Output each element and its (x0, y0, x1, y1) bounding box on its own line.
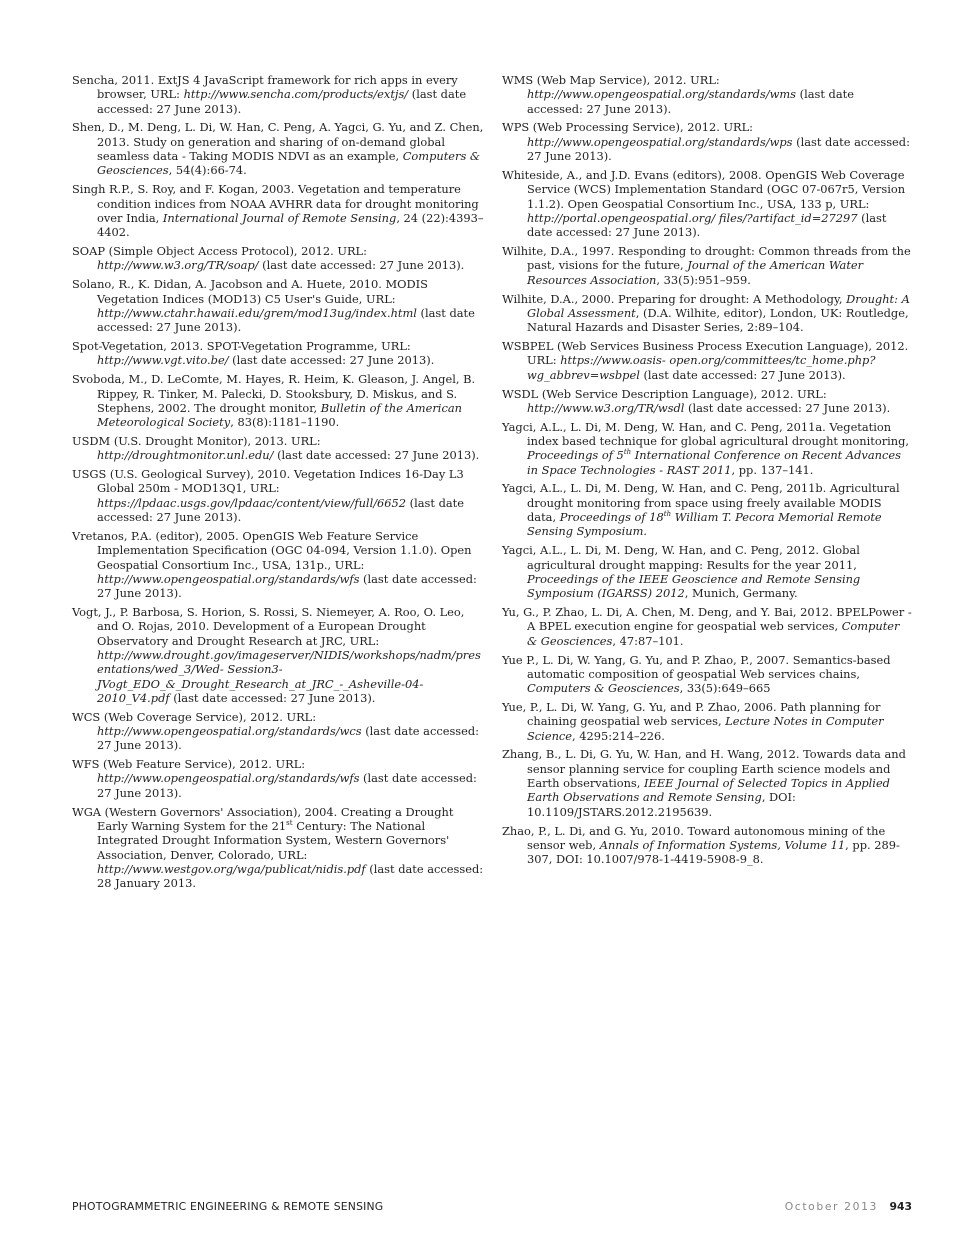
reference-text: , pp. 137–141. (731, 462, 814, 477)
reference-entry (72, 277, 484, 334)
reference-italic-text: Proceedings of 18 (559, 510, 664, 525)
reference-entry (502, 120, 912, 163)
reference-text: (last date accessed: 27 June 2013). (639, 367, 846, 382)
reference-italic-text: http://www.sencha.com/products/extjs/ (183, 87, 409, 102)
reference-entry (502, 653, 912, 696)
reference-text: WFS (Web Feature Service), 2012. URL: (72, 757, 306, 772)
reference-text: (last date accessed: 27 June 2013). (684, 400, 891, 415)
reference-superscript: th (623, 448, 632, 457)
reference-italic-text: IEEE Journal of Selected Topics in Applied Earth Observations and Remote Sensing (527, 776, 890, 805)
reference-text: Wilhite, D.A., 1997. Responding to drought: Common threads from the past, visions for the future, (502, 244, 911, 273)
reference-entry (72, 805, 484, 891)
reference-italic-text: https://www.oasis- open.org/committees/tc_home.php?wg_abbrev=wsbpel (527, 353, 876, 382)
reference-text: (last date accessed: 27 June 2013). (527, 134, 910, 164)
reference-entry (72, 710, 484, 753)
reference-entry (72, 339, 484, 368)
reference-italic-text: Drought: A Global Assessment (527, 291, 910, 320)
reference-italic-text: http://www.drought.gov/imageserver/NIDIS/workshops/nadm/presentations/wed_3/Wed- Session3-JVogt_EDO_&_Drought_Research_at_JRC_-_Asheville-04-2010_V4.pdf (97, 647, 481, 705)
reference-text: (last date accessed: 27 June 2013). (97, 571, 477, 601)
reference-italic-text: http://www.opengeospatial.org/standards/wps (527, 134, 793, 149)
reference-text: (last date accessed: 27 June 2013). (97, 724, 480, 753)
reference-text: WGA (Western Governors' Association), 2004. Creating a Drought Early Warning System for the 21 (72, 804, 454, 833)
reference-text: (last date accessed: 27 June 2013). (97, 87, 467, 116)
reference-entry (502, 73, 912, 116)
reference-italic-text: Proceedings of 5 (527, 448, 624, 463)
reference-entry (72, 120, 484, 177)
reference-text: (last date accessed: 27 June 2013). (258, 258, 465, 273)
reference-italic-text: Computers & Geosciences (527, 681, 680, 696)
reference-italic-text: Bulletin of the American Meteorological Society (97, 400, 462, 430)
reference-text: , 47:87–101. (612, 633, 684, 648)
reference-italic-text: International Conference on Recent Advances in Space Technologies - RAST 2011 (527, 448, 901, 477)
reference-text: Sencha, 2011. ExtJS 4 JavaScript framework for rich apps in every browser, URL: (72, 73, 458, 102)
reference-italic-text: http://www.opengeospatial.org/standards/wcs (97, 724, 362, 738)
reference-text: (last date accessed: 27 June 2013). (273, 448, 480, 463)
reference-entry (72, 73, 484, 116)
reference-entry (502, 168, 912, 239)
reference-entry (72, 757, 484, 800)
reference-text: (last date accessed: 27 June 2013). (97, 495, 465, 525)
issue-date: October 2013 (784, 1200, 879, 1213)
reference-text: Vretanos, P.A. (editor), 2005. OpenGIS Web Feature Service Implementation Specification (OGC 04-094, Version 1.1.0). Open Geospatial Consortium Inc., USA, 131p., URL: (72, 528, 472, 572)
reference-italic-text: http://www.opengeospatial.org/standards/wfs (97, 771, 360, 786)
reference-superscript: st (286, 819, 293, 828)
reference-entry (502, 339, 912, 382)
reference-entry (72, 529, 484, 600)
reference-text: (last date accessed: 27 June 2013). (228, 353, 435, 368)
references-column-left (72, 73, 484, 895)
reference-text: , 54(4):66-74. (168, 163, 247, 178)
reference-text: SOAP (Simple Object Access Protocol), 2012. URL: (72, 244, 367, 259)
reference-text: WMS (Web Map Service), 2012. URL: (502, 73, 720, 87)
references-column-right (502, 73, 912, 871)
reference-text: , Munich, Germany. (684, 586, 798, 601)
reference-italic-text: Computer & Geosciences (527, 619, 900, 648)
footer-right (785, 1200, 912, 1213)
reference-italic-text: http://droughtmonitor.unl.edu/ (97, 448, 274, 463)
reference-text: Yue, P., L. Di, W. Yang, G. Yu, and P. Zhao, 2006. Path planning for chaining geospatial web services, (502, 700, 881, 729)
journal-name: PHOTOGRAMMETRIC ENGINEERING & REMOTE SENSING (72, 1200, 384, 1213)
reference-italic-text: http://www.vgt.vito.be/ (97, 353, 229, 368)
reference-italic-text: http://www.westgov.org/wga/publicat/nidis.pdf (97, 861, 366, 876)
reference-text: Zhao, P., L. Di, and G. Yu, 2010. Toward autonomous mining of the sensor web, (502, 823, 886, 852)
page-number: 943 (889, 1200, 912, 1213)
reference-text: WSDL (Web Service Description Language), 2012. URL: (502, 386, 827, 401)
reference-entry (502, 824, 912, 867)
reference-text: USGS (U.S. Geological Survey), 2010. Vegetation Indices 16-Day L3 Global 250m - MOD13Q1, URL: (72, 467, 464, 496)
reference-italic-text: http://portal.opengeospatial.org/ files/?artifact_id=27297 (527, 210, 858, 225)
reference-text: Yagci, A.L., L. Di, M. Deng, W. Han, and C. Peng, 2011b. Agricultural drought monitoring from space using freely available MODIS data, (502, 481, 900, 525)
reference-text: USDM (U.S. Drought Monitor), 2013. URL: (72, 433, 321, 448)
reference-text: (last date accessed: 27 June 2013). (527, 87, 854, 116)
reference-entry (72, 182, 484, 239)
reference-italic-text: Computers & Geosciences (97, 149, 481, 178)
reference-italic-text: http://www.w3.org/TR/soap/ (97, 258, 259, 273)
reference-italic-text: International Journal of Remote Sensing (162, 210, 397, 225)
reference-text: Yagci, A.L., L. Di, M. Deng, W. Han, and C. Peng, 2012. Global agricultural drought mapping: Results for the year 2011, (502, 543, 860, 572)
reference-text: , pp. 289-307, DOI: 10.1007/978-1-4419-5908-9_8. (527, 837, 900, 867)
reference-text: Vogt, J., P. Barbosa, S. Horion, S. Rossi, S. Niemeyer, A. Roo, O. Leo, and O. Rojas, 2010. Development of a European Drought Observatory and Drought Research at JRC, URL: (72, 605, 465, 648)
reference-entry (502, 387, 912, 416)
reference-text: , 83(8):1181–1190. (230, 415, 340, 430)
reference-text: , (D.A. Wilhite, editor), London, UK: Routledge, Natural Hazards and Disaster Series, 2:89–104. (527, 305, 909, 335)
reference-text: (last date accessed: 27 June 2013). (527, 210, 887, 240)
reference-entry (502, 244, 912, 287)
reference-text: Wilhite, D.A., 2000. Preparing for drought: A Methodology, (502, 291, 847, 306)
reference-italic-text: https://lpdaac.usgs.gov/lpdaac/content/view/full/6652 (97, 495, 407, 510)
reference-text: Yue P., L. Di, W. Yang, G. Yu, and P. Zhao, P., 2007. Semantics-based automatic composition of geospatial Web services chains, (502, 652, 891, 681)
reference-text: , 4295:214–226. (572, 728, 665, 743)
reference-entry (502, 420, 912, 477)
reference-entry (502, 292, 912, 335)
reference-italic-text: Lecture Notes in Computer Science (527, 714, 884, 743)
reference-italic-text: Annals of Information Systems, Volume 11 (599, 837, 846, 852)
reference-entry (72, 434, 484, 463)
reference-italic-text: Proceedings of the IEEE Geoscience and Remote Sensing Symposium (IGARSS) 2012 (527, 571, 861, 601)
reference-entry (502, 481, 912, 538)
page-footer (72, 1200, 912, 1216)
reference-entry (502, 605, 912, 648)
reference-italic-text: http://www.opengeospatial.org/standards/wfs (97, 571, 360, 586)
reference-text: (last date accessed: 27 June 2013). (97, 771, 477, 800)
reference-entry (72, 244, 484, 273)
reference-text: Spot-Vegetation, 2013. SPOT-Vegetation Programme, URL: (72, 339, 411, 354)
reference-italic-text: http://www.opengeospatial.org/standards/wms (527, 87, 797, 102)
reference-text: WCS (Web Coverage Service), 2012. URL: (72, 709, 317, 724)
reference-text: WPS (Web Processing Service), 2012. URL: (502, 120, 754, 135)
reference-text: Svoboda, M., D. LeComte, M. Hayes, R. Heim, K. Gleason, J. Angel, B. Rippey, R. Tinker, M. Palecki, D. Stooksbury, D. Miskus, and S. Stephens, 2002. The drought monitor, (72, 372, 476, 415)
reference-superscript: th (663, 510, 672, 519)
reference-italic-text: Journal of the American Water Resources Association (527, 258, 864, 287)
reference-text: Singh R.P., S. Roy, and F. Kogan, 2003. Vegetation and temperature condition indices from NOAA AVHRR data for drought monitoring over India, (72, 182, 479, 225)
reference-text: Whiteside, A., and J.D. Evans (editors), 2008. OpenGIS Web Coverage Service (WCS) Implementation Standard (OGC 07-067r5, Version 1.1.2). Open Geospatial Consortium Inc., USA, 133 p, URL: (502, 167, 906, 211)
reference-italic-text: http://www.w3.org/TR/wsdl (527, 400, 685, 415)
reference-text: , 24 (22):4393–4402. (97, 210, 484, 240)
reference-text: (last date accessed: 27 June 2013). (97, 305, 475, 335)
reference-italic-text: http://www.ctahr.hawaii.edu/grem/mod13ug/index.html (97, 305, 417, 320)
reference-text: Yu, G., P. Zhao, L. Di, A. Chen, M. Deng, and Y. Bai, 2012. BPELPower - A BPEL execution engine for geospatial web services, (502, 605, 912, 634)
reference-text: (last date accessed: 28 January 2013. (97, 861, 484, 891)
reference-entry (72, 372, 484, 429)
reference-text: (last date accessed: 27 June 2013). (169, 690, 376, 705)
reference-entry (502, 747, 912, 818)
reference-text: , DOI: 10.1109/JSTARS.2012.2195639. (527, 790, 796, 819)
reference-text: , 33(5):951–959. (656, 272, 751, 287)
reference-entry (502, 700, 912, 743)
reference-entry (72, 605, 484, 705)
reference-text: Shen, D., M. Deng, L. Di, W. Han, C. Peng, A. Yagci, G. Yu, and Z. Chen, 2013. Study on generation and sharing of on-demand global seamless data - Taking MODIS NDVI as an example, (72, 120, 484, 164)
reference-text: Yagci, A.L., L. Di, M. Deng, W. Han, and C. Peng, 2011a. Vegetation index based technique for global agricultural drought monitoring, (502, 419, 910, 448)
reference-text: WSBPEL (Web Services Business Process Execution Language), 2012. URL: (502, 339, 909, 368)
reference-entry (502, 543, 912, 600)
reference-entry (72, 467, 484, 524)
reference-text: , 33(5):649–665 (679, 681, 771, 696)
reference-text: Century: The National Integrated Drought Information System, Western Governors' Association, Denver, Colorado, URL: (97, 818, 450, 862)
reference-text: Zhang, B., L. Di, G. Yu, W. Han, and H. Wang, 2012. Towards data and sensor planning service for coupling Earth science models and Earth observations, (502, 747, 906, 791)
reference-text: Solano, R., K. Didan, A. Jacobson and A. Huete, 2010. MODIS Vegetation Indices (MOD13) C5 User's Guide, URL: (72, 277, 428, 306)
reference-italic-text: William T. Pecora Memorial Remote Sensing Symposium. (527, 510, 882, 539)
